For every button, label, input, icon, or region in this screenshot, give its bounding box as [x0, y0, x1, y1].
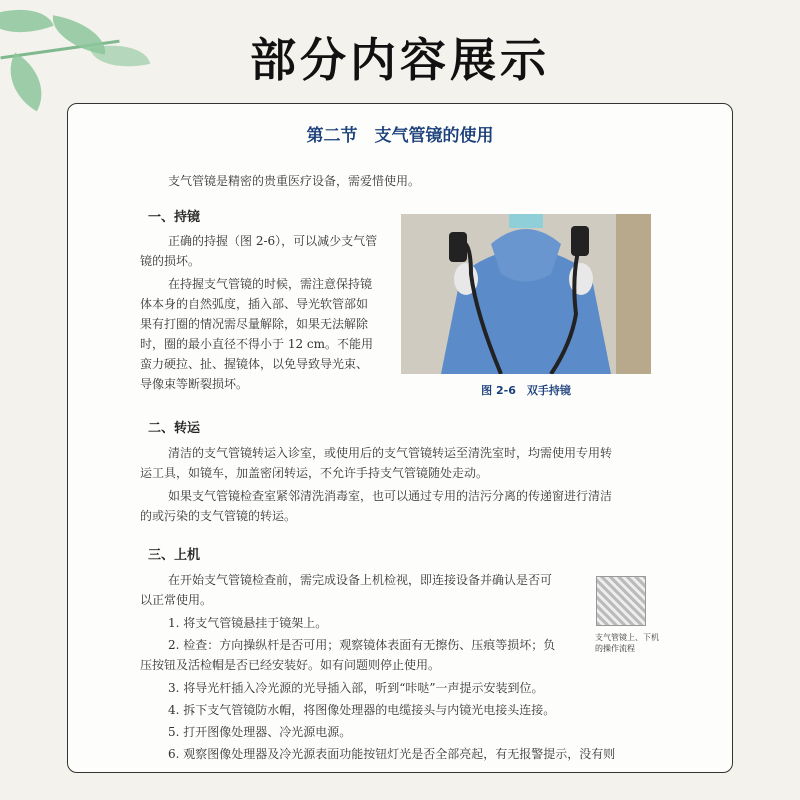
setup-p1-line2: 以正常使用。 [140, 593, 213, 607]
qr-code [596, 576, 646, 626]
book-page [67, 103, 733, 773]
hold-p1-line1: 正确的持握（图 2-6），可以减少支气管 [168, 234, 378, 248]
hold-p2-line2: 体本身的自然弧度，插入部、导光软管部如 [140, 297, 369, 311]
setup-item-4: 4. 拆下支气管镜防水帽，将图像处理器的电缆接头与内镜光电接头连接。 [168, 703, 556, 717]
setup-item-6: 6. 观察图像处理器及冷光源表面功能按钮灯光是否全部亮起，有无报警提示，没有则 [168, 747, 616, 761]
figure-caption: 图 2-6 双手持镜 [481, 384, 571, 397]
hold-p2-line5: 蛮力硬拉、扯、握镜体，以免导致导光束、 [140, 357, 369, 371]
heading-hold: 一、持镜 [148, 210, 201, 225]
hold-p1-line2: 镜的损坏。 [140, 254, 201, 268]
transport-p1-line1: 清洁的支气管镜转运入诊室，或使用后的支气管镜转运至清洗室时，均需使用专用转 [168, 446, 613, 460]
setup-item-5: 5. 打开图像处理器、冷光源电源。 [168, 725, 352, 739]
intro-text: 支气管镜是精密的贵重医疗设备，需爱惜使用。 [168, 174, 421, 188]
section-title: 第二节 支气管镜的使用 [306, 126, 494, 146]
heading-setup: 三、上机 [148, 548, 201, 563]
transport-p1-line2: 运工具，如镜车，加盖密闭转运，不允许手持支气管镜随处走动。 [140, 466, 489, 480]
figure-photo [401, 214, 651, 374]
transport-p2-line2: 的或污染的支气管镜的转运。 [140, 509, 297, 523]
person-holding-bronchoscope-illustration [401, 214, 651, 374]
qr-caption: 支气管镜上、下机的操作流程 [595, 633, 659, 653]
setup-item-3: 3. 将导光杆插入冷光源的光导插入部，听到“咔哒”一声提示安装到位。 [168, 681, 544, 695]
setup-p1-line1: 在开始支气管镜检查前，需完成设备上机检视，即连接设备并确认是否可 [168, 573, 553, 587]
hold-p2-line1: 在持握支气管镜的时候，需注意保持镜 [168, 277, 373, 291]
transport-p2-line1: 如果支气管镜检查室紧邻清洗消毒室，也可以通过专用的洁污分离的传递窗进行清洁 [168, 489, 613, 503]
page-title: 部分内容展示 [250, 33, 550, 87]
hold-p2-line3: 果有打圈的情况需尽量解除，如果无法解除 [140, 317, 369, 331]
hold-p2-line4: 时，圈的最小直径不得小于 12 cm。不能用 [140, 337, 373, 351]
heading-transport: 二、转运 [148, 421, 201, 436]
setup-item-2: 2. 检查：方向操纵杆是否可用；观察镜体表面有无擦伤、压痕等损坏；负 [168, 638, 556, 652]
setup-item-1: 1. 将支气管镜悬挂于镜架上。 [168, 616, 328, 630]
hold-p2-line6: 导像束等断裂损坏。 [140, 377, 249, 391]
setup-item-2-cont: 压按钮及活检帽是否已经安装好。如有问题则停止使用。 [140, 658, 441, 672]
